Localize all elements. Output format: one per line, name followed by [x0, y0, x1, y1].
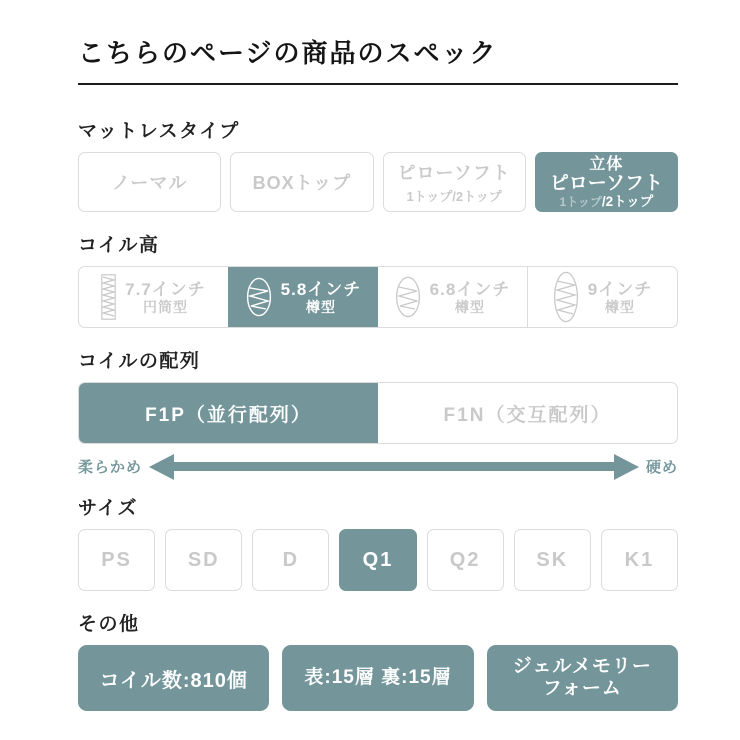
double-arrow-icon [149, 454, 639, 480]
coil-arrangement-option-f1n[interactable] [378, 383, 677, 443]
coil-height-options [78, 266, 678, 328]
arrowhead-right [614, 454, 639, 480]
option-label: Q1 [362, 548, 394, 571]
arrowhead-left [149, 454, 174, 480]
coil-height-option-6-8inch[interactable] [378, 267, 527, 327]
section-label-other: その他 [78, 614, 140, 635]
size-options [78, 529, 678, 591]
section-label-coil-height: コイル高 [78, 235, 160, 256]
mattress-type-option-pillowsoft[interactable] [383, 152, 526, 212]
option-label: K1 [624, 548, 655, 571]
coil-height-value: 7.7インチ [125, 279, 206, 299]
coil-shape: 樽型 [305, 298, 336, 315]
option-label: ノーマル [111, 173, 188, 193]
option-label: D [282, 548, 300, 571]
option-label-line1: 立体 [589, 155, 624, 173]
section-label-mattress-type: マットレスタイプ [78, 121, 240, 142]
other-badges [78, 645, 678, 711]
coil-height-value: 9インチ [587, 279, 653, 299]
mattress-type-option-3d-pillowsoft-selected[interactable] [535, 152, 678, 212]
product-spec-panel [78, 33, 678, 711]
barrel-coil-icon [395, 276, 421, 318]
coil-shape: 円筒型 [142, 298, 188, 315]
firmness-scale [78, 453, 678, 480]
option-label: BOXトップ [252, 173, 352, 193]
coil-shape: 樽型 [454, 298, 485, 315]
barrel-coil-tall-icon [553, 271, 579, 323]
coil-arrangement-options [78, 382, 678, 444]
size-option-sd[interactable] [165, 529, 242, 591]
option-sub-strong: /2トップ [601, 193, 654, 209]
size-option-d[interactable] [252, 529, 329, 591]
coil-count-badge [78, 645, 269, 711]
firmness-soft-label: 柔らかめ [78, 459, 143, 476]
option-label: F1N（交互配列） [443, 404, 612, 426]
coil-height-option-9inch[interactable] [527, 267, 677, 327]
option-label: Q2 [449, 548, 481, 571]
layer-count-badge [282, 645, 473, 711]
option-label: ピローソフト [397, 163, 511, 183]
coil-shape: 樽型 [605, 298, 635, 315]
option-label: PS [101, 548, 132, 571]
gel-memory-foam-badge [487, 645, 678, 711]
option-sublabel: 1トップ/2トップ [406, 189, 502, 204]
size-option-q2[interactable] [427, 529, 504, 591]
size-option-q1-selected[interactable] [339, 529, 416, 591]
option-label: SK [536, 548, 569, 571]
option-label: SD [187, 548, 220, 571]
badge-text-line2: フォーム [542, 678, 622, 699]
arrow-shaft [174, 462, 614, 471]
coil-height-value: 6.8インチ [429, 279, 511, 299]
badge-text: コイル数:810個 [99, 669, 248, 692]
mattress-type-option-normal[interactable] [78, 152, 221, 212]
coil-arrangement-option-f1p-selected[interactable] [79, 383, 378, 443]
badge-text: 表:15層 裏:15層 [304, 667, 452, 688]
firmness-hard-label: 硬め [645, 459, 678, 476]
option-sub-muted: 1トップ [559, 194, 602, 209]
mattress-type-option-boxtop[interactable] [230, 152, 373, 212]
section-label-size: サイズ [78, 498, 138, 519]
coil-height-option-5-8inch-selected[interactable] [228, 267, 378, 327]
section-label-coil-arrangement: コイルの配列 [78, 351, 201, 372]
size-option-k1[interactable] [601, 529, 678, 591]
coil-height-value: 5.8インチ [280, 279, 362, 299]
barrel-coil-icon [246, 277, 272, 317]
size-option-sk[interactable] [514, 529, 591, 591]
option-sublabel [560, 195, 654, 209]
page-title: こちらのページの商品のスペック [78, 33, 678, 85]
cylinder-coil-icon [101, 274, 116, 320]
mattress-type-options [78, 152, 678, 212]
option-label: F1P（並行配列） [145, 404, 312, 426]
coil-height-option-7-7inch[interactable] [79, 267, 228, 327]
size-option-ps[interactable] [78, 529, 155, 591]
badge-text-line1: ジェルメモリー [512, 656, 652, 677]
option-label-line2: ピローソフト [549, 172, 663, 194]
